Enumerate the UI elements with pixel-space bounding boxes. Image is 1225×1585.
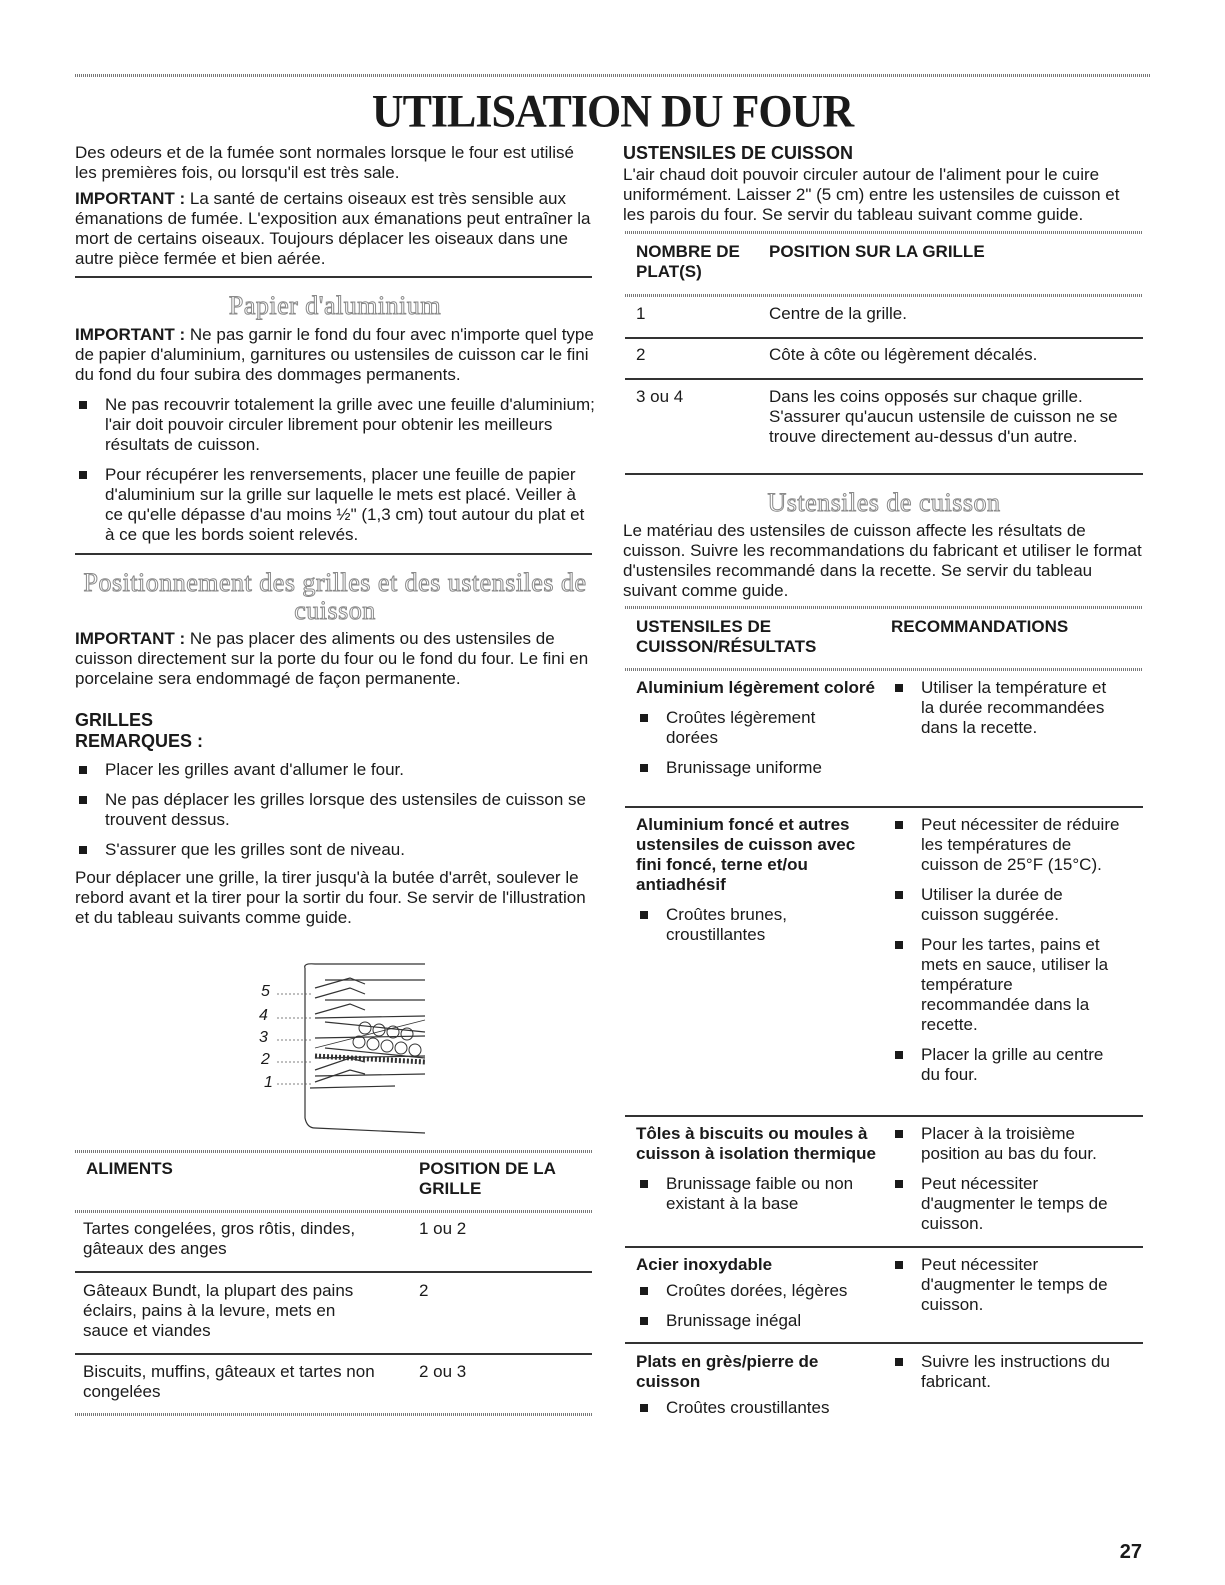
results-list <box>636 1281 881 1331</box>
recs-list <box>891 815 1141 1085</box>
divider-alu <box>75 276 592 278</box>
cookware-name: Tôles à biscuits ou moules à cuisson à isolation thermique <box>636 1124 876 1163</box>
positioning-title-line2: cuisson <box>294 596 376 625</box>
recs-list <box>891 1255 1141 1315</box>
table-row-divider <box>625 806 1143 808</box>
table-row-n: 3 ou 4 <box>636 387 684 406</box>
ustensiles-section-title: Ustensiles de cuisson <box>767 488 1001 517</box>
results-list <box>636 1174 881 1214</box>
remarques-bullets <box>75 760 595 860</box>
table-header-border <box>75 1210 592 1213</box>
results-list <box>636 1398 881 1418</box>
cookware-name: Acier inoxydable <box>636 1255 773 1274</box>
alu-bullets <box>75 395 595 545</box>
ustensiles-section-text: Le matériau des ustensiles de cuisson affecte les résultats de cuisson. Suivre les recommandations du fabricant et utiliser le format d'ustensiles recommandé dans la recette. Se servir du tableau suivant comme guide. <box>623 521 1142 600</box>
important-text: Ne pas garnir le fond du four avec n'importe quel type de papier d'aluminium, garnitures ou ustensiles de cuisson car le fini du fond du four subira des dommages permanents. <box>75 325 594 384</box>
table-row-n: 2 <box>636 345 646 364</box>
table-top-border <box>75 1150 592 1153</box>
left-column <box>75 143 595 269</box>
list-item: Utiliser la durée de cuisson suggérée. <box>891 885 1086 925</box>
list-item: Croûtes brunes, croustillantes <box>636 905 826 945</box>
important-label: IMPORTANT : <box>75 325 186 344</box>
intro-text: Des odeurs et de la fumée sont normales lorsque le four est utilisé les premières fois, ou lorsqu'il est très sale. <box>75 143 574 182</box>
recommendations <box>891 815 1141 1085</box>
ustensiles-text: L'air chaud doit pouvoir circuler autour de l'aliment pour le cuire uniformément. Laisser 2" (5 cm) entre les ustensiles de cuisson et les parois du four. Se servir du tableau suivant comme guide. <box>623 165 1120 224</box>
list-item: Peut nécessiter de réduire les températures de cuisson de 25°F (15°C). <box>891 815 1131 875</box>
page-title: UTILISATION DU FOUR <box>371 85 854 138</box>
table1-top-border <box>625 231 1143 234</box>
table-row <box>636 1124 881 1214</box>
oven-rack-illustration <box>255 958 455 1138</box>
table-row-divider <box>625 378 1143 380</box>
list-item: Croûtes dorées, légères <box>636 1281 881 1301</box>
table-row-n: 1 <box>636 304 646 323</box>
list-item: Placer à la troisième position au bas du four. <box>891 1124 1121 1164</box>
table-row-divider <box>75 1271 592 1273</box>
recommendations <box>891 1352 1141 1392</box>
list-item: Peut nécessiter d'augmenter le temps de cuisson. <box>891 1255 1131 1315</box>
col-header-position: POSITION DE LA GRILLE <box>419 1159 556 1198</box>
positioning-section <box>75 569 595 928</box>
table1-bottom-rule <box>625 473 1143 475</box>
list-item: Croûtes croustillantes <box>636 1398 881 1418</box>
table-row-food: Biscuits, muffins, gâteaux et tartes non congelées <box>83 1362 375 1401</box>
rack-label-1: 1 <box>264 1074 273 1091</box>
table-row-pos: 1 ou 2 <box>419 1219 467 1238</box>
grilles-heading: GRILLES <box>75 710 154 730</box>
table-row <box>636 815 881 945</box>
top-border <box>75 74 1150 77</box>
table-row <box>636 1352 881 1418</box>
positioning-title-line1: Positionnement des grilles et des ustensiles de <box>83 568 587 597</box>
move-rack-paragraph: Pour déplacer une grille, la tirer jusqu'à la butée d'arrêt, soulever le rebord avant et la tirer pour la sortir du four. Se servir de l'illustration et du tableau suivants comme guide. <box>75 868 586 927</box>
table-row-pos: 2 ou 3 <box>419 1362 467 1381</box>
cookware-name: Aluminium foncé et autres ustensiles de cuisson avec fini foncé, terne et/ou antiadhésif <box>636 815 856 894</box>
recommendations <box>891 678 1141 738</box>
ustensiles-heading: USTENSILES DE CUISSON <box>623 143 854 163</box>
recommendations <box>891 1124 1141 1234</box>
table-row-food: Gâteaux Bundt, la plupart des pains éclairs, pains à la levure, mets en sauce et viandes <box>83 1281 354 1340</box>
important-birds <box>75 189 595 269</box>
results-list <box>636 905 881 945</box>
col-header-ustensiles: USTENSILES DE CUISSON/RÉSULTATS <box>636 617 817 656</box>
important-text: Ne pas placer des aliments ou des ustensiles de cuisson directement sur la porte du four ou le fond du four. Le fini en porcelaine sera endommagé de façon permanente. <box>75 629 589 688</box>
cookware-name: Plats en grès/pierre de cuisson <box>636 1352 819 1391</box>
remarques-heading: REMARQUES : <box>75 731 204 751</box>
list-item: S'assurer que les grilles sont de niveau. <box>75 840 595 860</box>
table-row-food: Tartes congelées, gros rôtis, dindes, gâteaux des anges <box>83 1219 356 1258</box>
list-item: Brunissage uniforme <box>636 758 881 778</box>
rack-label-5: 5 <box>261 983 270 1000</box>
table-row-pos: Dans les coins opposés sur chaque grille. S'assurer qu'aucun ustensile de cuisson ne se trouve directement au-dessus d'un autre. <box>769 387 1118 446</box>
list-item: Placer la grille au centre du four. <box>891 1045 1121 1085</box>
table-row-pos: 2 <box>419 1281 429 1300</box>
recs-list <box>891 1352 1141 1392</box>
table2-header-border <box>625 668 1143 671</box>
list-item: Ne pas recouvrir totalement la grille avec une feuille d'aluminium; l'air doit pouvoir circuler librement pour obtenir les meilleurs résultats de cuisson. <box>75 395 595 455</box>
table-bottom-border <box>75 1413 592 1416</box>
rack-label-4: 4 <box>259 1007 268 1024</box>
alu-important <box>75 325 595 385</box>
results-list <box>636 708 881 778</box>
list-item: Peut nécessiter d'augmenter le temps de cuisson. <box>891 1174 1131 1234</box>
list-item: Croûtes légèrement dorées <box>636 708 826 748</box>
col-header-aliments: ALIMENTS <box>86 1159 173 1178</box>
table-row-divider <box>625 1342 1143 1344</box>
recs-list <box>891 678 1141 738</box>
list-item: Pour récupérer les renversements, placer une feuille de papier d'aluminium sur la grille sur laquelle le mets est placé. Veiller à ce qu'elle dépasse d'au moins ½" (1,3 cm) tout autour du plat et à ce que les bords soient relevés. <box>75 465 595 545</box>
important-label: IMPORTANT : <box>75 629 186 648</box>
rack-label-2: 2 <box>261 1051 270 1068</box>
positioning-important <box>75 629 595 689</box>
page-number: 27 <box>1119 1541 1142 1563</box>
important-label: IMPORTANT : <box>75 189 186 208</box>
list-item: Ne pas déplacer les grilles lorsque des ustensiles de cuisson se trouvent dessus. <box>75 790 595 830</box>
recs-list <box>891 1124 1141 1234</box>
divider-positioning <box>75 553 592 555</box>
table-row-divider <box>625 337 1143 339</box>
list-item: Suivre les instructions du fabricant. <box>891 1352 1136 1392</box>
table-row-divider <box>625 1246 1143 1248</box>
important-text: La santé de certains oiseaux est très sensible aux émanations de fumée. L'exposition aux émanations peut entraîner la mort de certains oiseaux. Toujours déplacer les oiseaux dans une autre pièce fermée et bien aérée. <box>75 189 591 268</box>
list-item: Placer les grilles avant d'allumer le four. <box>75 760 595 780</box>
list-item: Utiliser la température et la durée recommandées dans la recette. <box>891 678 1111 738</box>
col-header-recommandations: RECOMMANDATIONS <box>891 617 1069 636</box>
table-row-pos: Côte à côte ou légèrement décalés. <box>769 345 1038 364</box>
table-row <box>636 678 881 778</box>
recommendations <box>891 1255 1141 1315</box>
col-header-nombre: NOMBRE DE PLAT(S) <box>636 242 740 281</box>
table1-header-border <box>625 294 1143 297</box>
list-item: Brunissage faible ou non existant à la base <box>636 1174 881 1214</box>
table2-top-border <box>625 606 1143 609</box>
list-item: Pour les tartes, pains et mets en sauce, utiliser la température recommandée dans la recette. <box>891 935 1126 1035</box>
table-row-pos: Centre de la grille. <box>769 304 907 323</box>
rack-label-3: 3 <box>259 1029 268 1046</box>
table-row-divider <box>625 1115 1143 1117</box>
cookware-name: Aluminium légèrement coloré <box>636 678 875 697</box>
table-row-divider <box>75 1353 592 1355</box>
col-header-position-grille: POSITION SUR LA GRILLE <box>769 242 985 261</box>
alu-section <box>75 292 595 545</box>
table-row <box>636 1255 881 1331</box>
list-item: Brunissage inégal <box>636 1311 881 1331</box>
alu-section-title: Papier d'aluminium <box>228 291 442 320</box>
ustensiles-section <box>623 489 1145 601</box>
right-column <box>623 143 1145 225</box>
